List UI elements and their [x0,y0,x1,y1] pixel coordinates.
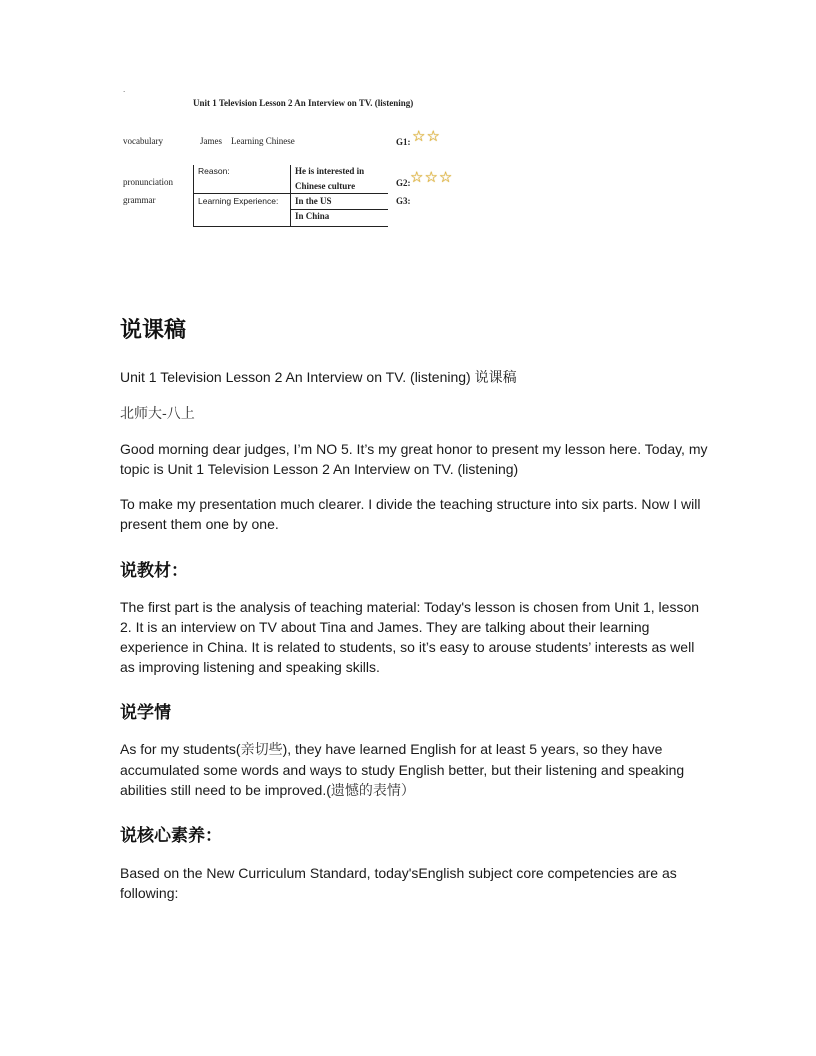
reason-label: Reason: [198,166,230,176]
doc-title: 说课稿 [120,318,187,343]
group-2-label: G2: [396,178,411,188]
group-1-label: G1: [396,137,411,147]
experience-label: Learning Experience: [198,196,279,206]
doc-subtitle: Unit 1 Television Lesson 2 An Interview on TV. (listening) 说课稿 [120,369,517,385]
label-grammar: grammar [123,195,156,205]
reason-value-line2: Chinese culture [295,181,356,191]
section-heading-competencies: 说核心素养： [120,826,222,846]
corner-mark: ` [123,90,126,98]
section-heading-materials: 说教材： [120,561,188,581]
topic-label: James Learning Chinese [200,136,295,146]
reason-value-line1: He is interested in [295,166,365,176]
label-pronunciation: pronunciation [123,177,173,187]
group-2-stars-icon: ☆☆☆ [410,169,454,186]
group-1-stars-icon: ☆☆ [412,128,441,145]
section-body-competencies: Based on the New Curriculum Standard, today'sEnglish subject core competencies are as following: [120,865,677,901]
intro-paragraph-1: Good morning dear judges, I’m NO 5. It’s my great honor to present my lesson here. Today, my topic is Unit 1 Television Lesson 2 An Interview on TV. (listening) [120,441,708,477]
publisher: 北师大-八上 [120,406,195,422]
section-body-materials: The first part is the analysis of teaching material: Today's lesson is chosen from Unit 1, lesson 2. It is an interview on TV about Tina and James. They are talking about their learning experience in China. It is related to students, so it’s easy to arouse students’ interests as well as improving listening and speaking skills. [120,599,700,675]
label-vocabulary: vocabulary [123,136,163,146]
header-title: Unit 1 Television Lesson 2 An Interview on TV. (listening) [193,98,414,108]
experience-value-china: In China [295,211,330,221]
group-3-label: G3: [396,196,411,206]
intro-paragraph-2: To make my presentation much clearer. I divide the teaching structure into six parts. Now I will present them one by one. [120,496,701,532]
section-heading-students: 说学情 [120,703,171,723]
section-body-students: As for my students(亲切些), they have learned English for at least 5 years, so they have accumulated some words and ways to study English better, but their listening and speaking abilities still need to be improved.(遗憾的表情） [120,741,685,799]
experience-value-us: In the US [295,196,332,206]
